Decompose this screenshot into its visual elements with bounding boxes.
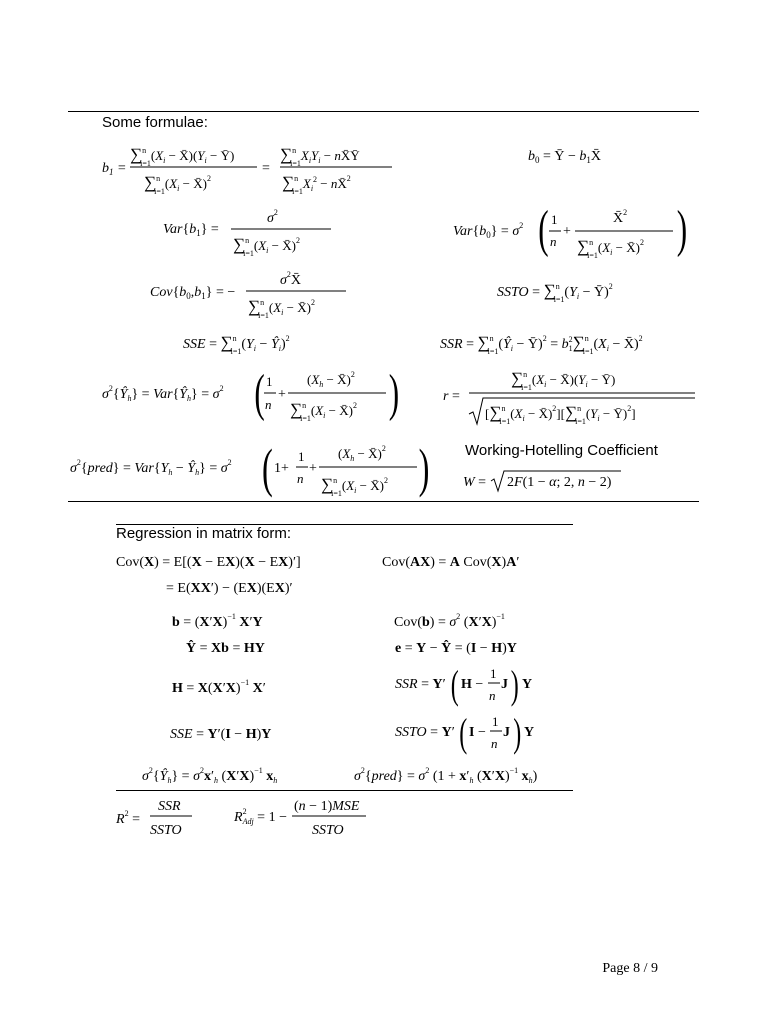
svg-text:(: ( <box>450 664 459 708</box>
svg-text:1: 1 <box>551 212 558 227</box>
b1-formula <box>100 138 400 198</box>
matrix-section-rule <box>116 790 573 791</box>
svg-text:J: J <box>503 725 510 740</box>
svg-text:(Xh − X̄)2: ($X_h$ − X̄)$^2$ <box>338 444 386 463</box>
svg-text:2F(1 − α; 2, n − 2): 2F(1 − α; 2, n − 2) <box>507 475 612 490</box>
svg-text:∑ni=1(Xi − X̄)2: ∑$^n$ $i=1(X_i$ − X̄)$^2$ <box>321 475 388 498</box>
svg-text:Cov(X) = E[(X − EX)(X − EX)′]: Cov(X) = E[(X − EX)(X − EX)′] <box>116 555 301 570</box>
section-rule <box>68 501 699 502</box>
svg-text:R2Adj = 1 −: $R^2$ Adj = 1 − <box>234 807 287 826</box>
residual-matrix-formula <box>395 636 545 660</box>
svg-text:∑ni=1(Xi − X̄)2: ∑$^n$ $i=1(X_i$ − X̄)$^2$ <box>290 400 357 423</box>
svg-text:J: J <box>501 677 508 692</box>
some-formulae-heading: Some formulae: <box>102 114 208 131</box>
yhat-matrix-formula <box>186 636 296 660</box>
svg-text:(: ( <box>459 712 468 756</box>
cov-ax-formula <box>382 550 562 574</box>
svg-text:n: n <box>297 471 304 486</box>
svg-text:(Xh − X̄)2: ($X_h$ − X̄)$^2$ <box>307 370 355 389</box>
svg-text:): ) <box>418 437 430 499</box>
svg-text:σ2{Ŷh} = σ2x′h (X′X)−1 xh: $\sigma^2\{Ŷ_h\} = \sigma^2x'_h$ $(X'X)^{-1}$ $x_h$ <box>142 766 278 785</box>
svg-text:SSTO: SSTO <box>150 823 182 838</box>
svg-text:σ2: $\sigma^2$ <box>267 208 278 226</box>
svg-text:e = Y − Ŷ = (I − H)Y: e = Y − Ŷ = (I − H)Y <box>395 641 517 656</box>
svg-text:SSR = ∑ni=1(Ŷi − Ȳ)2 = b21∑ni=: SSR = ∑$^n$ $i=1(Ŷ_i$ − Ȳ)$^2$ = $b^2$ 1∑$^n$ $i=1(X_i$ − X̄)$^2$ <box>440 333 643 356</box>
sse-formula <box>183 330 323 360</box>
svg-text:∑ni=1(Xi − X̄)2: ∑$^n$ $i=1(X_i$ − X̄)$^2$ <box>233 235 300 258</box>
svg-text:∑ni=1XiYi − nX̄Ȳ: ∑$^n$ $i=1X_iY_i$ − nX̄Ȳ <box>280 145 360 168</box>
r-squared-formula <box>116 796 206 840</box>
svg-text:n: n <box>550 234 557 249</box>
svg-text:SSE = ∑ni=1(Yi − Ŷi)2: SSE = ∑$^n$ $i=1(Y_i$ − $Ŷ_i)^2$ <box>183 333 290 356</box>
svg-text:∑ni=1(Xi − X̄)2: ∑$^n$ $i=1(X_i$ − X̄)$^2$ <box>577 237 644 260</box>
svg-text:[∑ni=1(Xi − X̄)2][∑ni=1(Yi − Ȳ: [∑$^n$ $i=1(X_i$ − X̄)$^2$][∑$^n$ $i=1(Y_i$ − Ȳ)$^2$] <box>485 403 636 426</box>
ssto-matrix-formula <box>395 708 545 758</box>
cov-b0-b1-formula <box>150 266 350 326</box>
var-b0-formula <box>453 200 693 266</box>
svg-text:n: n <box>491 736 498 751</box>
svg-text:(: ( <box>538 201 549 259</box>
ssr-matrix-formula <box>395 660 545 710</box>
svg-text:X̄2: X̄$^2$ <box>613 208 628 226</box>
b0-formula <box>528 146 628 170</box>
svg-text:+: + <box>309 461 317 476</box>
svg-text:∑ni=1(Xi − X̄)2: ∑$^n$ $i=1(X_i$ − X̄)$^2$ <box>248 297 315 320</box>
page-number: Page 8 / 9 <box>602 961 658 976</box>
var-pred-formula <box>70 436 430 502</box>
working-hotelling-formula <box>463 466 633 496</box>
svg-text:∑ni=1(Xi − X̄)2: ∑$^n$ $i=1(X_i$ − X̄)$^2$ <box>144 173 211 196</box>
working-hotelling-heading: Working-Hotelling Coefficient <box>465 442 658 459</box>
svg-text:b1 =: $b_1$ = <box>102 161 127 177</box>
svg-text:SSTO: SSTO <box>312 823 344 838</box>
svg-text:1: 1 <box>490 666 497 681</box>
svg-text:Y: Y <box>522 677 533 692</box>
b-matrix-formula <box>172 608 312 632</box>
svg-text:SSTO = ∑ni=1(Yi − Ȳ)2: SSTO = ∑$^n$ $i=1(Y_i$ − Ȳ)$^2$ <box>497 281 613 304</box>
svg-text:Cov(b) = σ2 (X′X)−1: $Cov(b) = \sigma^2$ $(X'X)^{-1}$ <box>394 612 505 630</box>
svg-text:r =: r = <box>443 389 460 404</box>
svg-text:): ) <box>388 365 400 423</box>
svg-text:n: n <box>489 688 496 703</box>
var-yhat-h-formula <box>102 362 402 426</box>
svg-text:Var{b0} = σ2: $Var\{b_0\} = \sigma^2$ <box>453 221 524 240</box>
svg-text:H −: H − <box>461 677 484 692</box>
ssr-formula <box>440 330 700 360</box>
top-rule <box>68 111 699 112</box>
svg-text:1+: 1+ <box>274 461 289 476</box>
var-pred-matrix-formula <box>354 762 579 788</box>
svg-text:(: ( <box>262 437 273 499</box>
svg-text:+: + <box>278 387 286 402</box>
svg-text:SSTO = Y′: SSTO = Y′ <box>395 725 455 740</box>
cov-b-formula <box>394 608 554 632</box>
svg-text:=: = <box>262 161 270 176</box>
svg-text:σ2{pred} = Var{Yh − Ŷh} = σ2: $\sigma^2\{pred\} = Var\{Y_h$ − $Ŷ_h\} = \sigma^2$ <box>70 458 232 477</box>
r-squared-adjusted-formula <box>234 796 374 840</box>
svg-text:Var{b1} =: $Var\{b_1\}$ = <box>163 222 219 238</box>
svg-text:(: ( <box>254 365 265 423</box>
svg-text:Cov(AX) = A Cov(X)A′: Cov(AX) = A Cov(X)A′ <box>382 555 520 570</box>
svg-text:= E(XX′) − (EX)(EX)′: = E(XX′) − (EX)(EX)′ <box>166 581 293 596</box>
svg-text:): ) <box>676 201 688 259</box>
var-b1-formula <box>163 205 343 265</box>
svg-text:1: 1 <box>492 714 499 729</box>
var-yhat-h-matrix-formula <box>142 762 342 788</box>
r-formula <box>443 366 699 430</box>
svg-text:SSE = Y′(I − H)Y: SSE = Y′(I − H)Y <box>170 727 272 742</box>
svg-text:): ) <box>510 664 519 708</box>
svg-text:W =: W = <box>463 475 487 490</box>
svg-text:Ŷ = Xb = HY: Ŷ = Xb = HY <box>186 641 265 656</box>
svg-text:(n − 1)MSE: (n − 1)MSE <box>294 799 360 814</box>
svg-text:∑ni=1Xi2 − nX̄2: ∑$^n$ $i=1X_i^2$ − nX̄$^2$ <box>282 173 351 196</box>
svg-text:SSR = Y′: SSR = Y′ <box>395 677 446 692</box>
matrix-heading-rule <box>116 524 573 525</box>
svg-text:): ) <box>513 712 522 756</box>
cov-x-formula <box>116 550 376 600</box>
svg-text:n: n <box>265 397 272 412</box>
matrix-form-heading: Regression in matrix form: <box>116 525 292 542</box>
hat-matrix-formula <box>172 674 302 698</box>
svg-text:H = X(X′X)−1 X′: $H = X(X'X)^{-1}$ X′ <box>172 678 266 696</box>
svg-text:b = (X′X)−1 X′Y: $b = (X'X)^{-1}$ X′Y <box>172 612 263 630</box>
ssto-formula <box>497 278 647 308</box>
svg-text:∑ni=1(Xi − X̄)(Yi − Ȳ): ∑$^n$ $i=1(X_i$ − $X̄)(Y_i$ − Ȳ) <box>130 145 235 168</box>
svg-text:b0 = Ȳ − b1X̄: $b_0$ = Ȳ − $b_1X̄$ <box>528 149 602 165</box>
svg-text:1: 1 <box>266 374 273 389</box>
svg-text:1: 1 <box>298 449 305 464</box>
svg-text:R2 =: $R^2$ = <box>116 809 140 827</box>
svg-text:σ2{Ŷh} = Var{Ŷh} = σ2: $\sigma^2\{Ŷ_h\}$ = $Var\{Ŷ_h\} = \sigma^2$ <box>102 384 224 403</box>
svg-text:σ2{pred} = σ2 (1 + x′h (X′X)−1: $\sigma^2\{pred\} = \sigma^2$ ($1 + x'_h$ $(X'X)^{-1}$ $x_h$) <box>354 766 538 785</box>
svg-text:I −: I − <box>469 725 486 740</box>
svg-text:SSR: SSR <box>158 799 181 814</box>
svg-text:σ2X̄: $\sigma^2X̄$ <box>280 270 302 288</box>
sse-matrix-formula <box>170 722 300 746</box>
svg-text:∑ni=1(Xi − X̄)(Yi − Ȳ): ∑$^n$ $i=1(X_i$ − $X̄)(Y_i$ − Ȳ) <box>511 369 616 392</box>
svg-text:Cov{b0,b1} = −: $Cov\{b_0,b_1\}$ = − <box>150 285 236 301</box>
svg-text:Y: Y <box>524 725 535 740</box>
svg-text:+: + <box>563 224 571 239</box>
